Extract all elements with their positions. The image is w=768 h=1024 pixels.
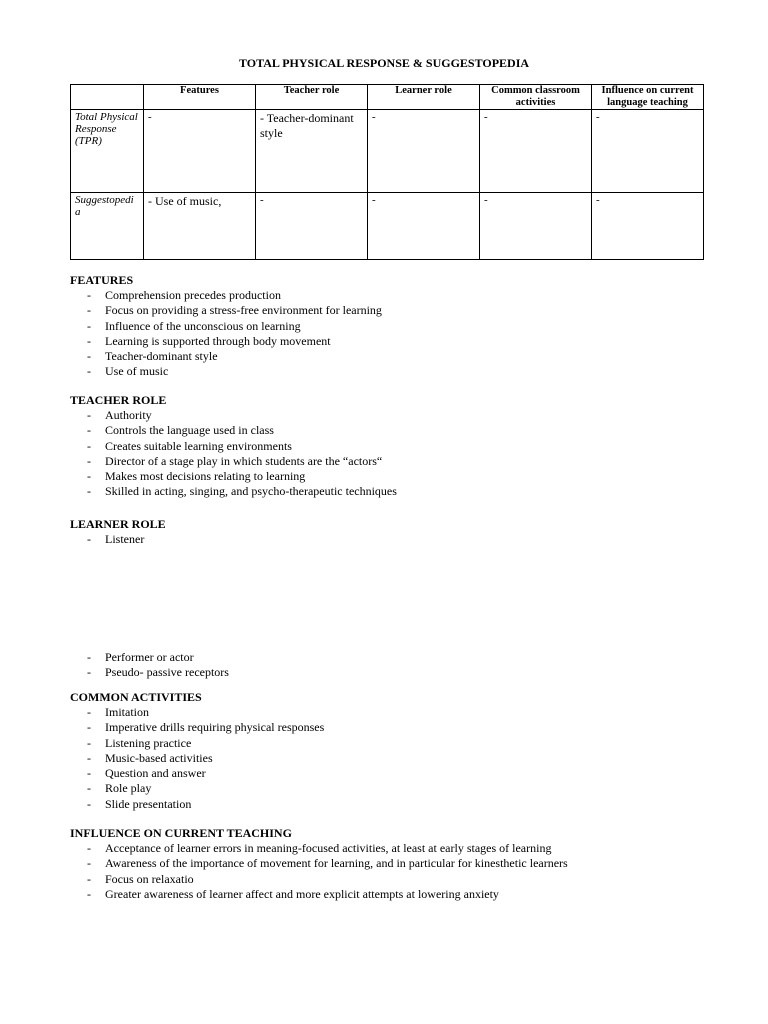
list-item-text: Pseudo- passive receptors <box>105 665 229 680</box>
list-item <box>70 288 382 303</box>
learner-role-section <box>70 517 166 547</box>
bullet-dash: - <box>87 423 91 438</box>
table-header-row <box>71 85 704 110</box>
table-cell: - <box>368 193 480 260</box>
table-header-corner <box>71 85 144 110</box>
table-header-influence: Influence on current language teaching <box>592 85 704 110</box>
list-item-text: Music-based activities <box>105 750 213 765</box>
bullet-dash: - <box>87 705 91 719</box>
table-header-features: Features <box>144 85 256 110</box>
list-item <box>70 364 382 379</box>
bullet-list <box>70 408 397 500</box>
list-item-text: Creates suitable learning environments <box>105 438 292 453</box>
table-cell: - <box>256 193 368 260</box>
bullet-dash: - <box>87 438 91 453</box>
list-item <box>70 439 397 454</box>
bullet-dash: - <box>87 650 91 664</box>
bullet-dash: - <box>87 665 91 680</box>
list-item-text: Teacher-dominant style <box>105 349 218 364</box>
list-item <box>70 650 229 665</box>
bullet-dash: - <box>87 856 91 871</box>
list-item <box>70 797 324 812</box>
bullet-dash: - <box>87 318 91 333</box>
list-item <box>70 736 324 751</box>
bullet-dash: - <box>87 349 91 364</box>
bullet-list <box>70 705 324 812</box>
list-item-text: Focus on providing a stress-free environment for learning <box>105 303 382 318</box>
list-item-text: Skilled in acting, singing, and psycho-therapeutic techniques <box>105 484 397 499</box>
list-item <box>70 781 324 796</box>
list-item <box>70 454 397 469</box>
list-item-text: Use of music <box>105 364 169 379</box>
list-item <box>70 856 568 871</box>
bullet-list <box>70 288 382 380</box>
bullet-dash: - <box>87 781 91 796</box>
table-cell: - <box>480 110 592 193</box>
bullet-dash: - <box>87 841 91 855</box>
table-cell: - <box>144 110 256 193</box>
table-row <box>71 110 704 193</box>
bullet-list <box>70 841 568 902</box>
bullet-dash: - <box>87 333 91 348</box>
bullet-dash: - <box>87 735 91 750</box>
list-item-text: Awareness of the importance of movement for learning, and in particular for kinesthetic learners <box>105 856 568 871</box>
influence-section <box>70 826 568 902</box>
list-item <box>70 408 397 423</box>
table-header-learner-role: Learner role <box>368 85 480 110</box>
list-item <box>70 720 324 735</box>
list-item-text: Comprehension precedes production <box>105 288 281 302</box>
bullet-dash: - <box>87 408 91 422</box>
bullet-dash: - <box>87 532 91 546</box>
list-item-text: Controls the language used in class <box>105 423 274 438</box>
bullet-dash: - <box>87 364 91 379</box>
bullet-dash: - <box>87 796 91 811</box>
list-item <box>70 349 382 364</box>
bullet-dash: - <box>87 484 91 499</box>
table-cell: - <box>592 193 704 260</box>
document-title: TOTAL PHYSICAL RESPONSE & SUGGESTOPEDIA <box>238 56 530 70</box>
table-row <box>71 193 704 260</box>
section-heading: FEATURES <box>70 273 134 287</box>
list-item-text: Slide presentation <box>105 796 192 811</box>
row-label-suggestopedia: Suggestopedia <box>71 193 144 260</box>
learner-role-continued <box>70 650 229 681</box>
bullet-dash: - <box>87 766 91 781</box>
table-cell: - Teacher-dominant style <box>256 110 368 193</box>
list-item <box>70 469 397 484</box>
list-item <box>70 303 382 318</box>
bullet-dash: - <box>87 453 91 468</box>
list-item-text: Role play <box>105 781 152 796</box>
list-item-text: Imperative drills requiring physical responses <box>105 720 325 735</box>
list-item-text: Listener <box>105 532 145 546</box>
comparison-table <box>70 84 704 260</box>
list-item-text: Acceptance of learner errors in meaning-focused activities, at least at early stages of learning <box>105 841 552 855</box>
list-item <box>70 766 324 781</box>
bullet-dash: - <box>87 303 91 318</box>
list-item <box>70 532 166 547</box>
table-header-activities: Common classroom activities <box>480 85 592 110</box>
list-item <box>70 334 382 349</box>
list-item-text: Question and answer <box>105 766 206 781</box>
table-cell: - <box>480 193 592 260</box>
bullet-list <box>70 650 229 681</box>
list-item-text: Imitation <box>105 705 149 719</box>
list-item-text: Influence of the unconscious on learning <box>105 318 301 333</box>
list-item-text: Learning is supported through body movement <box>105 333 331 348</box>
list-item <box>70 841 568 856</box>
table-header-teacher-role: Teacher role <box>256 85 368 110</box>
bullet-dash: - <box>87 469 91 484</box>
bullet-dash: - <box>87 288 91 302</box>
bullet-list <box>70 532 166 547</box>
row-label-tpr: Total Physical Response (TPR) <box>71 110 144 193</box>
common-activities-section <box>70 690 324 812</box>
list-item-text: Greater awareness of learner affect and more explicit attempts at lowering anxiety <box>105 886 499 901</box>
section-heading: LEARNER ROLE <box>70 517 166 531</box>
list-item <box>70 872 568 887</box>
section-heading: INFLUENCE ON CURRENT TEACHING <box>70 826 292 840</box>
table-cell: - <box>368 110 480 193</box>
list-item-text: Makes most decisions relating to learning <box>105 469 306 484</box>
list-item-text: Listening practice <box>105 735 192 750</box>
list-item <box>70 319 382 334</box>
features-section <box>70 273 382 380</box>
list-item <box>70 887 568 902</box>
list-item-text: Performer or actor <box>105 650 194 664</box>
table-cell: - Use of music, <box>144 193 256 260</box>
bullet-dash: - <box>87 750 91 765</box>
bullet-dash: - <box>87 720 91 735</box>
bullet-dash: - <box>87 886 91 901</box>
list-item <box>70 751 324 766</box>
list-item <box>70 423 397 438</box>
list-item-text: Focus on relaxatio <box>105 871 194 886</box>
list-item <box>70 484 397 499</box>
section-heading: COMMON ACTIVITIES <box>70 690 202 704</box>
list-item-text: Director of a stage play in which students are the “actors“ <box>105 453 383 468</box>
section-heading: TEACHER ROLE <box>70 393 167 407</box>
list-item <box>70 705 324 720</box>
bullet-dash: - <box>87 871 91 886</box>
list-item <box>70 665 229 680</box>
table-cell: - <box>592 110 704 193</box>
list-item-text: Authority <box>105 408 152 422</box>
teacher-role-section <box>70 393 397 500</box>
